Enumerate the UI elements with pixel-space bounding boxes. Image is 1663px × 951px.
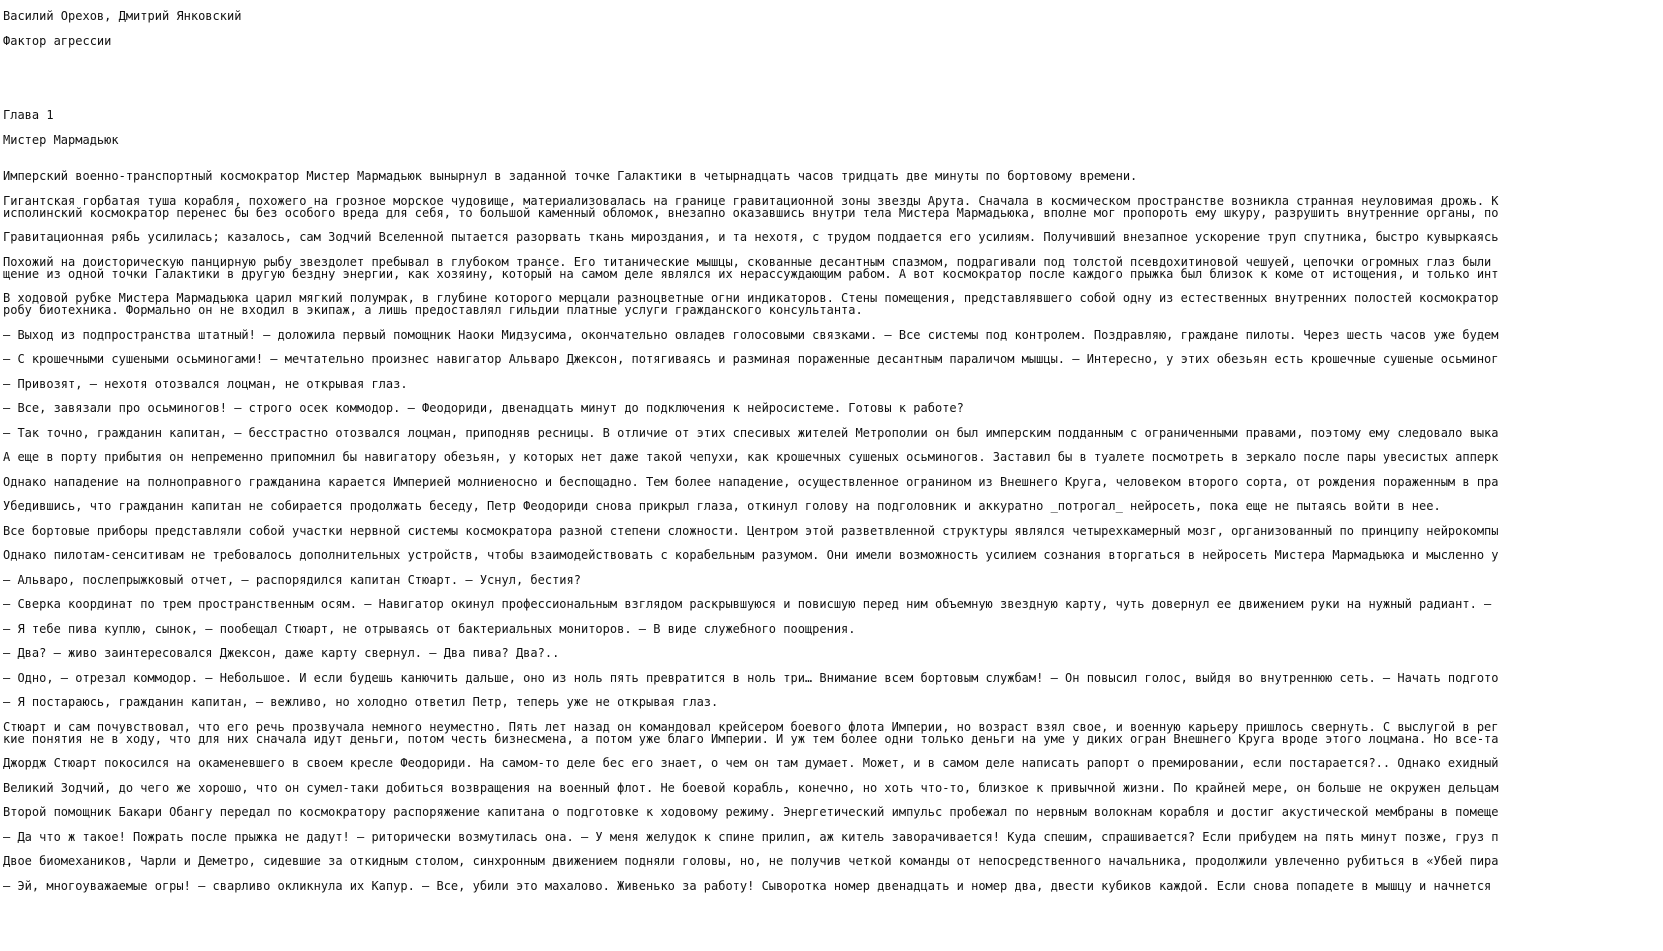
paragraph-line: Гигантская горбатая туша корабля, похожего на грозное морское чудовище, материализовалась на границе гравитационной зоны звезды Арута. Сначала в космическом пространстве возникла странная неуловимая дрожь. К xyxy=(3,193,1499,208)
paragraph-line: Второй помощник Бакари Обангу передал по космократору распоряжение капитана о подготовке к ходовому режиму. Энергетический импульс пробежал по нервным волокнам корабля и достиг акустической мембраны в помеще xyxy=(3,805,1499,819)
paragraph-line: Однако пилотам-сенситивам не требовалось дополнительных устройств, чтобы взаимодействовать с корабельным разумом. Они имели возможность усилием сознания вторгаться в нейросеть Мистера Мармадьюка и мысленно у xyxy=(3,548,1499,562)
paragraph-line: — Привозят, — нехотя отозвался лоцман, не открывая глаз. xyxy=(3,376,408,391)
authors-line: Василий Орехов, Дмитрий Янковский xyxy=(3,9,242,23)
paragraph-line: Однако нападение на полноправного гражданина карается Империей молниеносно и беспощадно. Тем более нападение, осуществленное огранином из Внешнего Круга, человеком второго сорта, от рождения пораженным в пра xyxy=(3,474,1499,489)
paragraph-line: — С крошечными сушеными осьминогами! — мечтательно произнес навигатор Альваро Джексон, потягиваясь и разминая пораженные десантным параличом мышцы. — Интересно, у этих обезьян есть крошечные сушеные осьминог xyxy=(3,352,1499,366)
paragraph-line: Джордж Стюарт покосился на окаменевшего в своем кресле Феодориди. На самом-то деле бес его знает, о чем он там думает. Может, и в самом деле написать рапорт о премировании, если постарается?.. Однако ехидный xyxy=(3,756,1499,770)
chapter-title: Мистер Мармадьюк xyxy=(3,133,119,147)
paragraph-line: — Так точно, гражданин капитан, — бесстрастно отозвался лоцман, приподняв ресницы. В отличие от этих спесивых жителей Метрополии он был имперским подданным с ограниченными правами, поэтому ему следовало выка xyxy=(3,425,1499,440)
paragraph-line: А еще в порту прибытия он непременно припомнил бы навигатору обезьян, у которых нет даже такой чепухи, как крошечных сушеных осьминогов. Заставил бы в туалете посмотреть в зеркало после пары увесистых апперк xyxy=(3,450,1499,464)
paragraph-line: Все бортовые приборы представляли собой участки нервной системы космократора разной степени сложности. Центром этой разветвленной структуры являлся четырехкамерный мозг, организованный по принципу нейрокомпы xyxy=(3,523,1499,538)
paragraph-line: Стюарт и сам почувствовал, что его речь прозвучала немного неуместно. Пять лет назад он командовал крейсером боевого флота Империи, но возраст взял свое, и военную карьеру пришлось свернуть. С выслугой в рег xyxy=(3,719,1499,734)
paragraph-line: — Два? — живо заинтересовался Джексон, даже карту свернул. — Два пива? Два?.. xyxy=(3,646,560,660)
paragraph-line: Великий Зодчий, до чего же хорошо, что он сумел-таки добиться возвращения на военный флот. Не боевой корабль, конечно, но хоть что-то, близкое к привычной жизни. По крайней мере, он больше не окружен дельцам xyxy=(3,780,1499,795)
book-title: Фактор агрессии xyxy=(3,34,112,48)
paragraph-line: — Одно, — отрезал коммодор. — Небольшое. И если будешь канючить дальше, оно из ноль пять превратится в ноль три… Внимание всем бортовым службам! — Он повысил голос, выйдя во внутреннюю сеть. — Начать подгото xyxy=(3,670,1499,685)
paragraph-line: — Альваро, послепрыжковый отчет, — распорядился капитан Стюарт. — Уснул, бестия? xyxy=(3,572,581,587)
paragraph-line: щение из одной точки Галактики в другую бездну энергии, как хозяину, который на самом деле являлся их нерассуждающим рабом. А вот космократор после каждого прыжка был близок к коме от истощения, и только инт xyxy=(3,266,1499,281)
paragraph-line: Убедившись, что гражданин капитан не собирается продолжать беседу, Петр Феодориди снова прикрыл глаза, откинул голову на подголовник и аккуратно _потрогал_ нейросеть, пока еще не пытаясь войти в нее. xyxy=(3,499,1441,513)
paragraph-line: — Я постараюсь, гражданин капитан, — вежливо, но холодно ответил Петр, теперь уже не открывая глаз. xyxy=(3,695,719,709)
paragraph-line: Гравитационная рябь усилилась; казалось, сам Зодчий Вселенной пытается разорвать ткань мироздания, и та нехотя, с трудом поддается его усилиям. Получивший внезапное ускорение труп спутника, быстро кувыркаясь xyxy=(3,230,1499,244)
paragraph-line: В ходовой рубке Мистера Мармадьюка царил мягкий полумрак, в глубине которого мерцали разноцветные огни индикаторов. Стены помещения, представлявшего собой одну из естественных внутренних полостей космократор xyxy=(3,291,1499,305)
paragraph-line: — Выход из подпространства штатный! — доложила первый помощник Наоки Мидзусима, окончательно овладев голосовыми связками. — Все системы под контролем. Поздравляю, граждане пилоты. Через шесть часов уже будем xyxy=(3,327,1499,342)
paragraph-line: кие понятия не в ходу, что для них сначала идут деньги, потом честь бизнесмена, а потом уже благо Империи. И уж тем более одни только деньги на уме у диких огран Внешнего Круга вроде этого лоцмана. Но все-та xyxy=(3,731,1499,746)
right-margin xyxy=(1568,0,1663,951)
paragraph-line: Имперский военно-транспортный космократор Мистер Мармадьюк вынырнул в заданной точке Галактики в четырнадцать часов тридцать две минуты по бортовому времени. xyxy=(3,169,1138,183)
bottom-margin xyxy=(0,897,1568,951)
paragraph-line: — Сверка координат по трем пространственным осям. — Навигатор окинул профессиональным взглядом раскрывшуюся и повисшую перед ним объемную звездную карту, чуть довернул ее движением руки на нужный радиант. — xyxy=(3,597,1492,611)
paragraph-line: — Эй, многоуважаемые огры! — сварливо окликнула их Капур. — Все, убили это махалово. Живенько за работу! Сыворотка номер двенадцать и номер два, двести кубиков каждой. Если снова попадете в мышцу и начнется xyxy=(3,878,1492,893)
paragraph-line: — Да что ж такое! Пожрать после прыжка не дадут! — риторически возмутилась она. — У меня желудок к спине прилип, аж китель заворачивается! Куда спешим, спрашивается? Если прибудем на пять минут позже, груз п xyxy=(3,829,1499,844)
paragraph-line: робу биотехника. Формально он не входил в экипаж, а лишь предоставлял гильдии платные услуги гражданского консультанта. xyxy=(3,303,863,317)
chapter-heading: Глава 1 xyxy=(3,108,54,122)
paragraph-line: исполинский космократор перенес бы без особого вреда для себя, то большой каменный обломок, внезапно оказавшись внутри тела Мистера Мармадьюка, вполне мог пропороть ему шкуру, разрушить внутренние органы, по xyxy=(3,205,1499,220)
paragraph-line: — Я тебе пива куплю, сынок, — пообещал Стюарт, не отрываясь от бактериальных мониторов. — В виде служебного поощрения. xyxy=(3,621,856,636)
paragraph-line: — Все, завязали про осьминогов! — строго осек коммодор. — Феодориди, двенадцать минут до подключения к нейросистеме. Готовы к работе? xyxy=(3,401,964,415)
paragraph-line: Двое биомехаников, Чарли и Деметро, сидевшие за откидным столом, синхронным движением подняли головы, но, не получив четкой команды от непосредственного начальника, продолжили увлеченно рубиться в «Убей пира xyxy=(3,854,1499,868)
paragraph-line: Похожий на доисторическую панцирную рыбу звездолет пребывал в глубоком трансе. Его титанические мышцы, скованные десантным спазмом, подрагивали под толстой псевдохитиновой чешуей, цепочки огромных глаз были xyxy=(3,254,1492,269)
